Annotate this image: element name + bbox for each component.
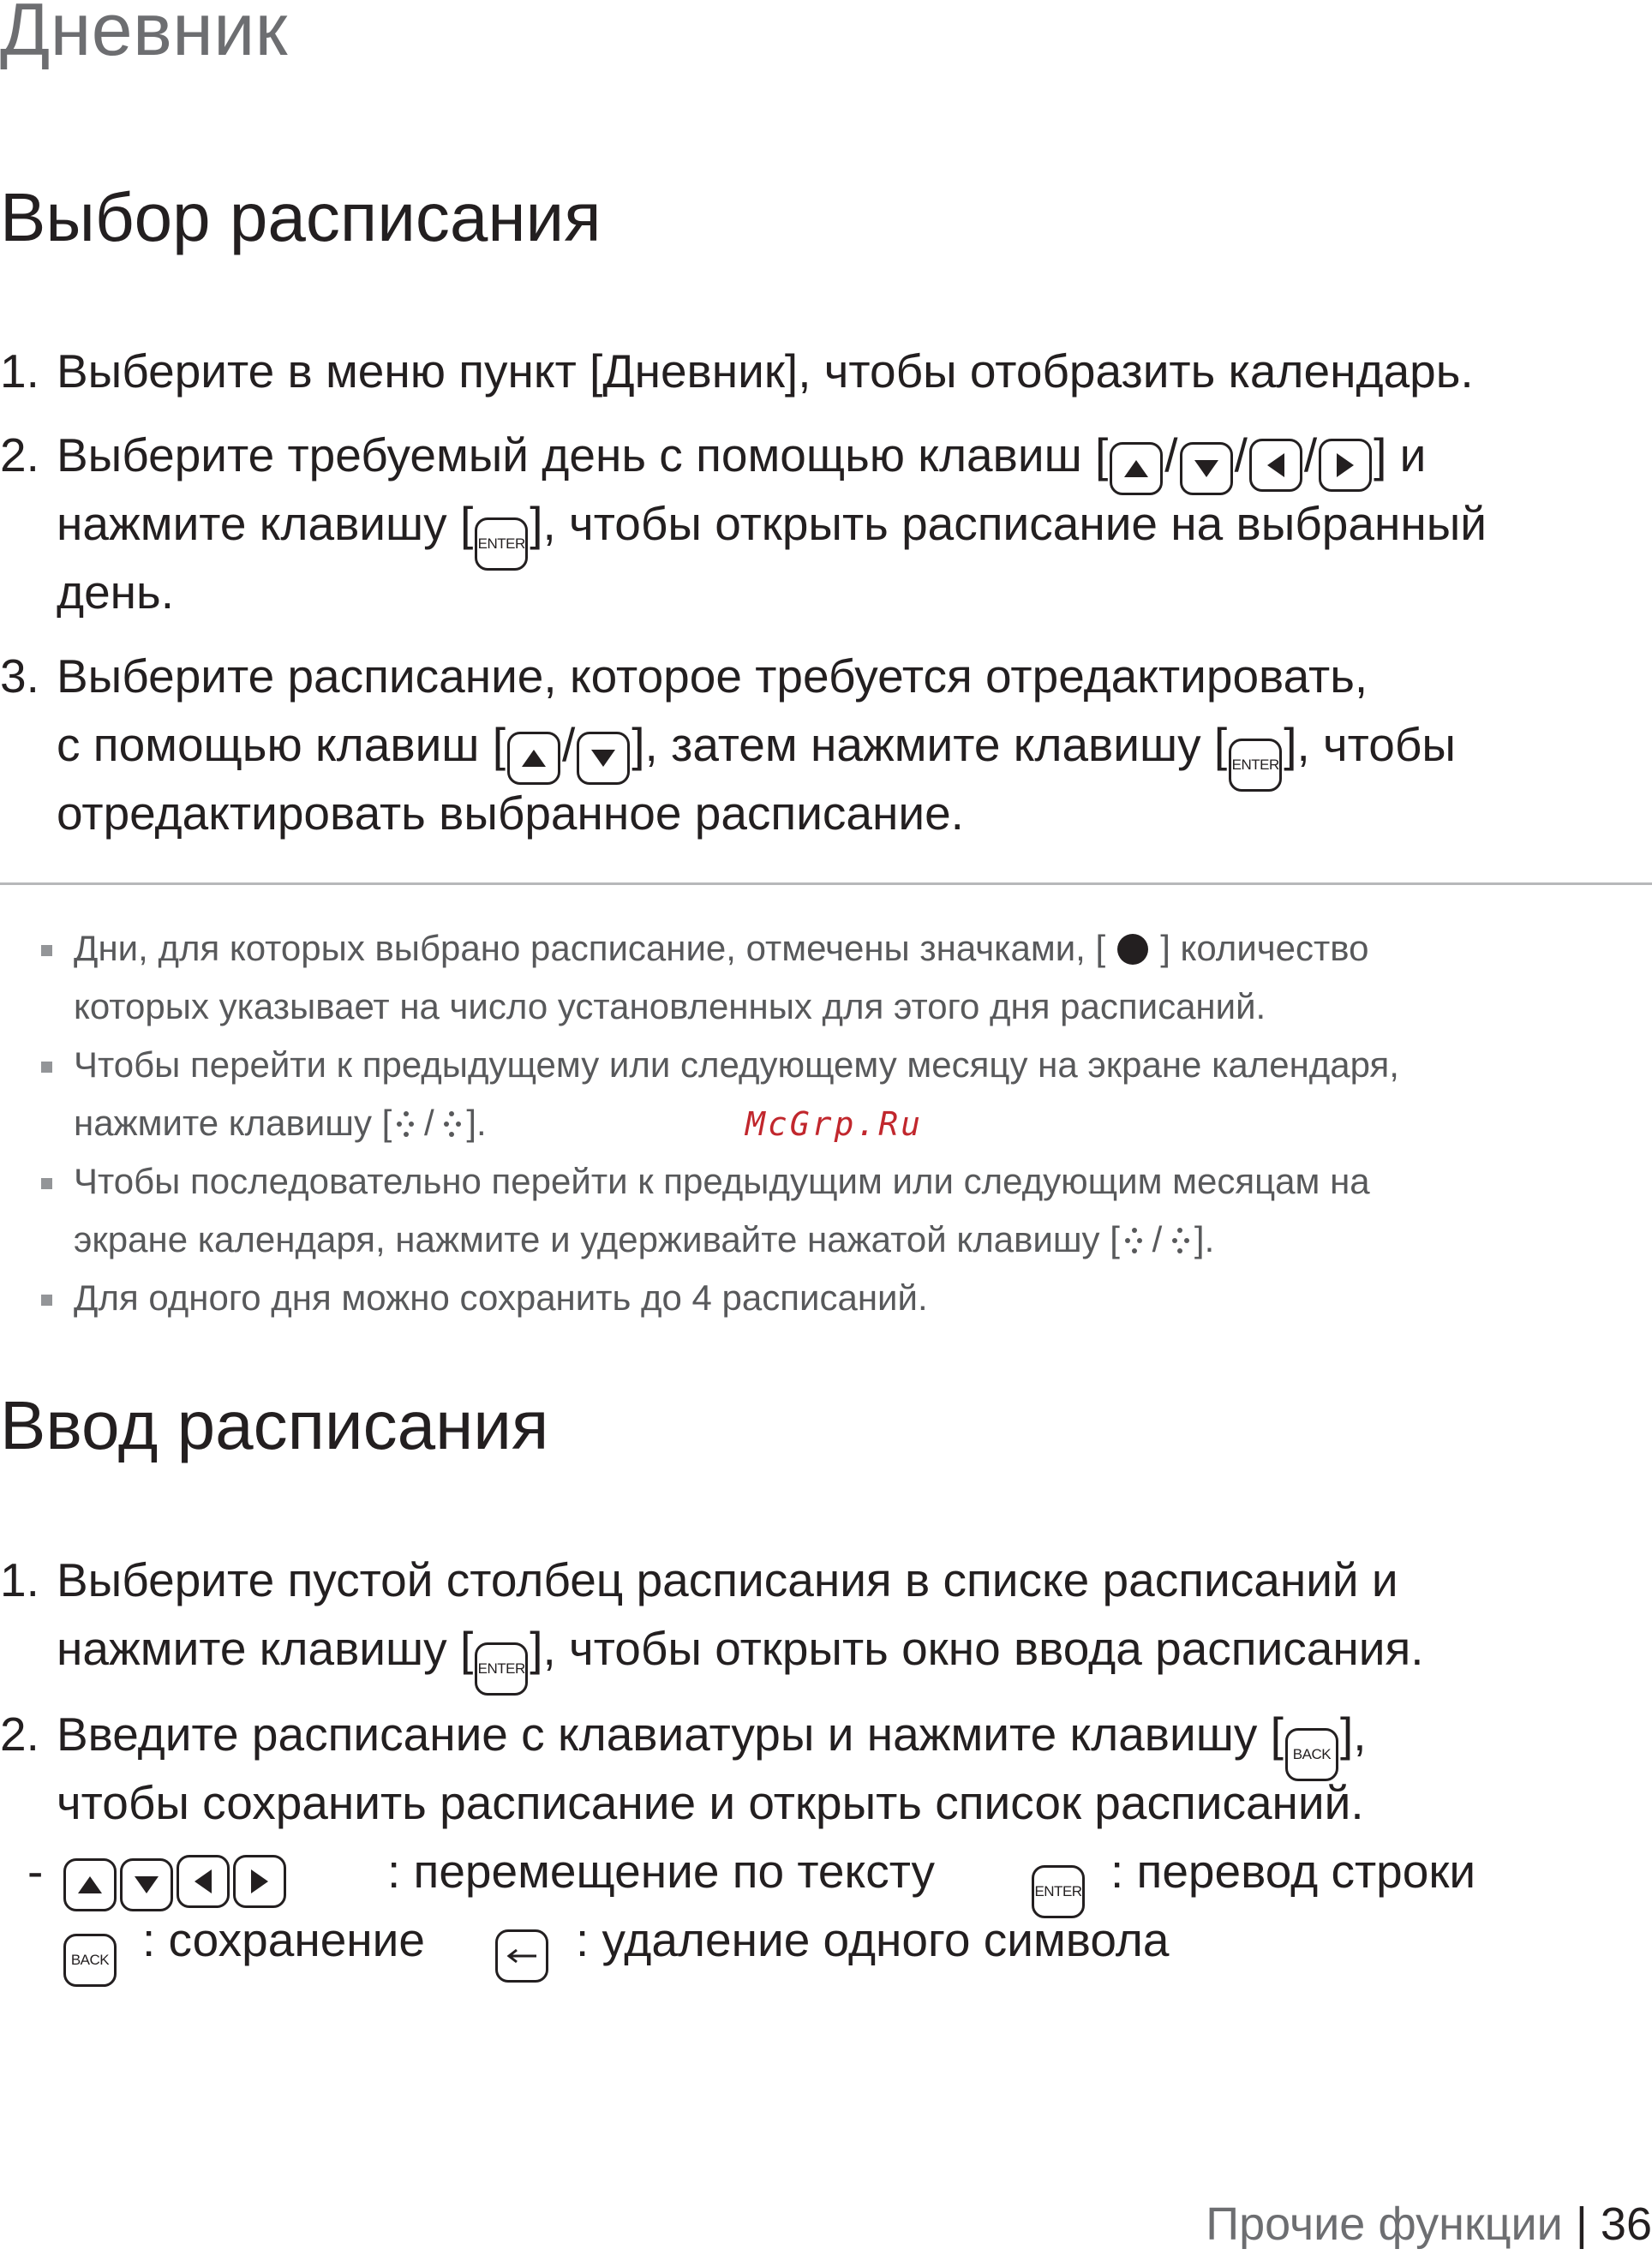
legend-save-text: : сохранение: [142, 1913, 425, 1966]
enter-key-icon: ENTER: [475, 517, 528, 571]
up-key-icon: [507, 732, 560, 785]
enter-key-icon: ENTER: [475, 1642, 528, 1696]
step-number: 2.: [0, 428, 39, 482]
step-2: [0, 1700, 1652, 1837]
prev-month-key-icon: [392, 1108, 414, 1142]
next-month-key-icon: [1172, 1224, 1194, 1259]
step-line: день.: [57, 565, 174, 619]
page-title: Дневник: [0, 0, 288, 71]
step-line: Выберите расписание, которое требуется отредактировать,: [57, 649, 1368, 703]
section-divider: [0, 882, 1652, 885]
backspace-key-icon: [495, 1929, 548, 1983]
bullet-icon: [41, 945, 52, 956]
step-line: Введите расписание с клавиатуры и нажмите клавишу [ BACK ],: [57, 1700, 1652, 1768]
note-3: Чтобы последовательно перейти к предыдущим или следующим месяцам на экране календаря, нажмите и удерживайте нажатой клавишу [ / ].: [41, 1152, 1635, 1269]
step-3: [0, 642, 1652, 847]
note-4: Для одного дня можно сохранить до 4 расписаний.: [41, 1269, 1635, 1327]
back-key-icon: BACK: [63, 1934, 117, 1987]
bullet-icon: [41, 1295, 52, 1306]
step-line: нажмите клавишу [ ENTER ], чтобы открыть окно ввода расписания.: [57, 1614, 1652, 1683]
down-key-icon: [577, 732, 630, 785]
page-footer: [1206, 2198, 1652, 2251]
step-line: с помощью клавиш [ / ], затем нажмите клавишу [ ENTER ], чтобы: [57, 710, 1652, 779]
legend-delete-text: : удаление одного символа: [576, 1913, 1170, 1966]
step-line: Выберите требуемый день с помощью клавиш [ / / / ] и: [57, 421, 1652, 489]
step-line: нажмите клавишу [ ENTER ], чтобы открыть расписание на выбранный: [57, 489, 1652, 558]
legend-dash: -: [27, 1845, 44, 1898]
step-text: Выберите в меню пункт [Дневник], чтобы отобразить календарь.: [57, 344, 1474, 398]
page-number: 36: [1600, 2198, 1652, 2250]
section-heading-enter-schedule: Ввод расписания: [0, 1387, 549, 1463]
right-key-icon: [233, 1855, 286, 1908]
step-1: [0, 337, 1652, 405]
left-key-icon: [1249, 439, 1302, 492]
legend-enter-text: : перевод строки: [1110, 1845, 1476, 1898]
up-key-icon: [63, 1858, 117, 1911]
right-key-icon: [1319, 439, 1372, 492]
step-number: 1.: [0, 344, 39, 398]
prev-month-key-icon: [1120, 1224, 1142, 1259]
footer-section: Прочие функции: [1206, 2198, 1563, 2250]
left-key-icon: [177, 1855, 230, 1908]
enter-key-icon: ENTER: [1229, 739, 1282, 792]
step-line: Выберите пустой столбец расписания в списке расписаний и: [57, 1553, 1398, 1606]
footer-separator: |: [1575, 2198, 1588, 2250]
step-line: чтобы сохранить расписание и открыть список расписаний.: [57, 1776, 1364, 1829]
note-2: Чтобы перейти к предыдущему или следующему месяцу на экране календаря, нажмите клавишу [ / ].: [41, 1036, 1635, 1152]
step-number: 2.: [0, 1708, 39, 1761]
section-heading-select-schedule: Выбор расписания: [0, 179, 602, 255]
down-key-icon: [120, 1858, 173, 1911]
watermark: McGrp.Ru: [745, 1105, 924, 1143]
next-month-key-icon: [444, 1108, 466, 1142]
step-number: 3.: [0, 649, 39, 703]
note-1: Дни, для которых выбрано расписание, отмечены значками, [ ] количество которых указывает на число установленных для этого дня расписаний.: [41, 919, 1635, 1036]
step-2: [0, 421, 1652, 626]
legend-move-text: : перемещение по тексту: [387, 1845, 935, 1898]
bullet-icon: [41, 1062, 52, 1073]
schedule-marker-icon: [1117, 934, 1148, 965]
back-key-icon: BACK: [1285, 1728, 1338, 1781]
step-line: отредактировать выбранное расписание.: [57, 787, 964, 840]
step-number: 1.: [0, 1553, 39, 1606]
down-key-icon: [1180, 442, 1233, 495]
step-1: [0, 1546, 1652, 1683]
bullet-icon: [41, 1178, 52, 1189]
enter-key-icon: ENTER: [1032, 1865, 1085, 1918]
up-key-icon: [1110, 442, 1163, 495]
